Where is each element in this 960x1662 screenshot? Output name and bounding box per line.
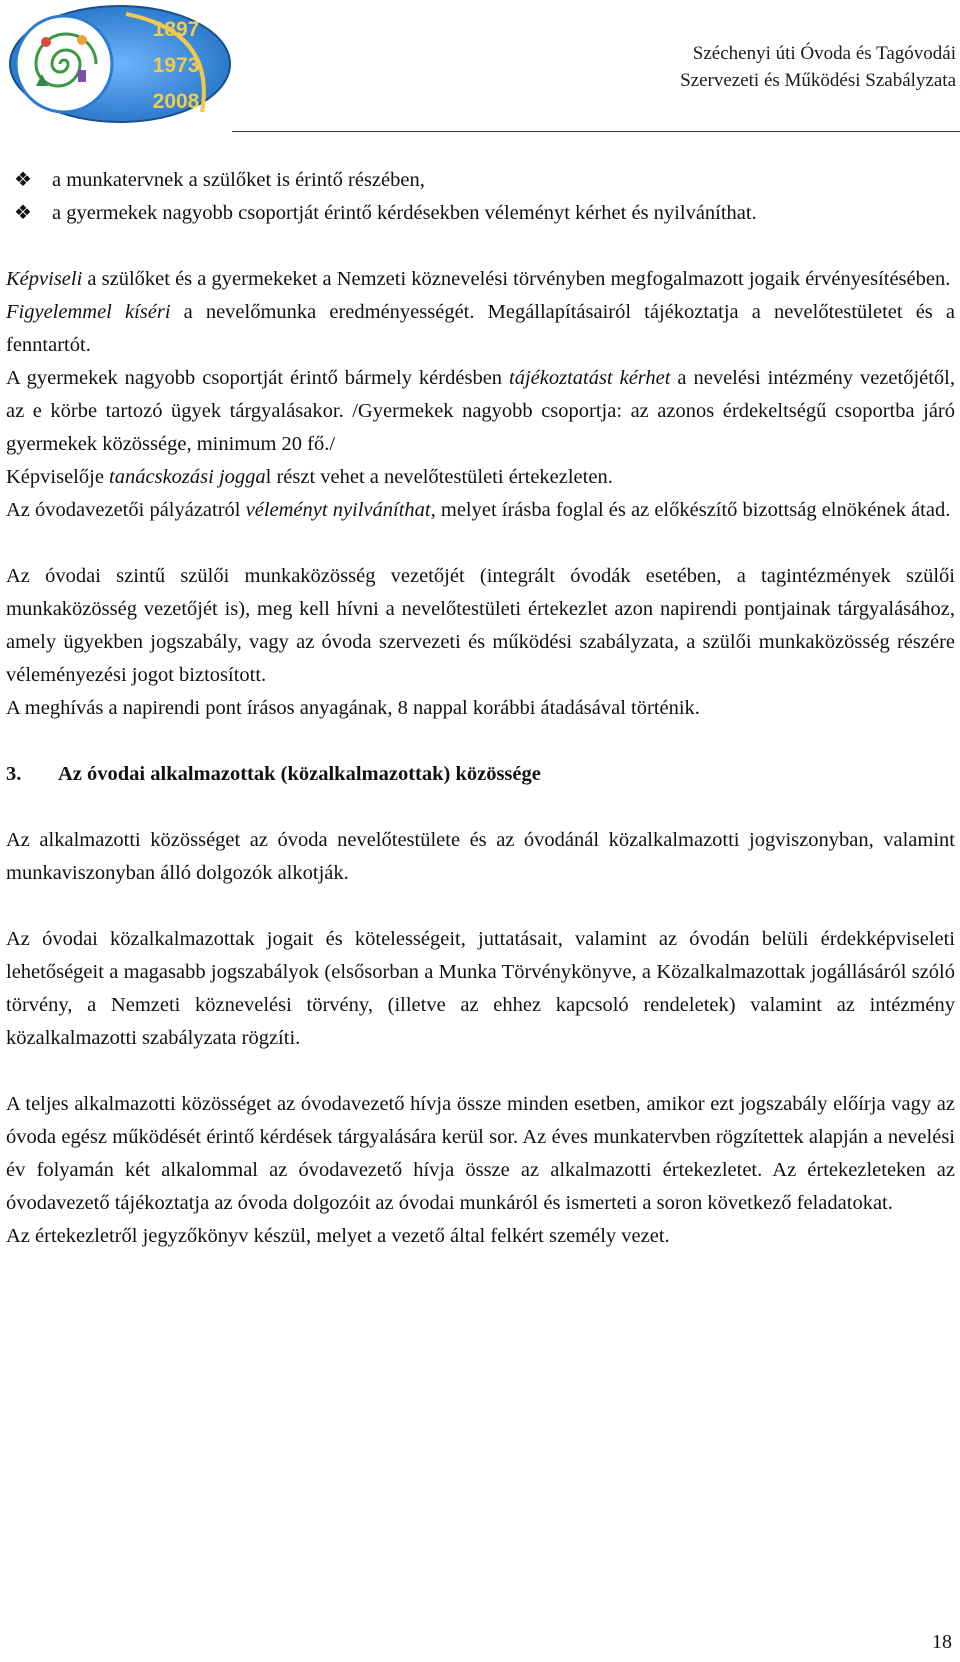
paragraph-text: a szülőket és a gyermekeket a Nemzeti köznevelési törvényben megfogalmazott jogaik érvényesítésében.: [82, 268, 951, 290]
section-number: 3.: [6, 763, 22, 785]
bullet-text: a munkatervnek a szülőket is érintő részében,: [52, 169, 425, 191]
paragraph-text: a nevelési intézmény vezetőjétől, az e körbe tartozó ügyek tárgyalásakor. /Gyermekek nagyobb csoportja: az azonos érdekeltségű csoportba járó gyermekek közössége, minimum 20 fő./: [6, 367, 956, 455]
paragraph: [6, 362, 955, 461]
emphasis: tanácskozási jogga: [109, 466, 266, 488]
paragraph-text: Az óvodavezetői pályázatról: [6, 499, 246, 521]
kindergarten-logo: [6, 2, 234, 126]
paragraph: [6, 461, 955, 494]
header-divider: [232, 131, 960, 132]
paragraph: [6, 263, 955, 296]
paragraph: [6, 494, 955, 527]
paragraph: Az értekezletről jegyzőkönyv készül, melyet a vezető által felkért személy vezet.: [6, 1225, 670, 1247]
spacer: [6, 1055, 955, 1088]
spacer: [6, 527, 955, 560]
paragraph: A teljes alkalmazotti közösséget az óvodavezető hívja össze minden esetben, amikor ezt jogszabály előírja vagy az óvoda egész működését érintő kérdések tárgyalására kerül sor. Az éves munkatervben rögzítettek alapján a nevelési év folyamán két alkalommal az óvodavezető hívja össze az alkalmazotti értekezletet. Az értekezleteken az óvodavezető tájékoztatja az óvoda dolgozóit az óvodai munkáról és ismerteti a soron következő feladatokat.: [6, 1093, 955, 1214]
header-line-2: Szervezeti és Működési Szabályzata: [680, 70, 956, 91]
paragraph: Az alkalmazotti közösséget az óvoda nevelőtestülete és az óvodánál közalkalmazotti jogviszonyban, valamint munkaviszonyban álló dolgozók alkotják.: [6, 829, 955, 884]
list-item: [6, 197, 955, 230]
paragraph: A meghívás a napirendi pont írásos anyagának, 8 nappal korábbi átadásával történik.: [6, 697, 700, 719]
bullet-text-content: a gyermekek nagyobb csoportját érintő kérdésekben véleményt kérhet és nyilváníthat.: [52, 202, 757, 224]
header-line-1: Széchenyi úti Óvoda és Tagóvodái: [692, 43, 956, 64]
page-header: [0, 0, 960, 132]
section-title: Az óvodai alkalmazottak (közalkalmazottak) közössége: [58, 763, 541, 785]
paragraph-text: melyet írásba foglal és az előkészítő bizottság elnökének átad.: [435, 499, 951, 521]
paragraph: Az óvodai közalkalmazottak jogait és kötelességeit, juttatásait, valamint az óvodán belüli érdekképviseleti lehetőségeit a magasabb jogszabályok (elsősorban a Munka Törvénykönyve, a Közalkalmazottak jogállásáról szóló törvény, a Nemzeti köznevelési törvény, (illetve az ehhez kapcsoló rendeletek) valamint az intézmény közalkalmazotti szabályzata rögzíti.: [6, 928, 955, 1049]
paragraph-text: a nevelőmunka eredményességét. Megállapításairól tájékoztatja a nevelőtestületet és a fenntartót.: [6, 301, 955, 356]
emphasis: Figyelemmel kíséri: [6, 301, 171, 323]
header-title: [680, 40, 956, 94]
paragraph-text: A gyermekek nagyobb csoportját érintő bármely kérdésben: [6, 367, 509, 389]
document-body: [6, 164, 955, 1253]
four-diamond-bullet-icon: ❖: [14, 202, 32, 224]
list-item: [6, 164, 955, 197]
page-number: 18: [932, 1631, 952, 1653]
paragraph: Az óvodai szintű szülői munkaközösség vezetőjét (integrált óvodák esetében, a tagintézmények szülői munkaközösség vezetőjét is), meg kell hívni a nevelőtestületi értekezlet azon napirendi pontjainak tárgyalásához, amely ügyekben jogszabály, vagy az óvoda szervezeti és működési szabályzata, a szülői munkaközösség részére véleményezési jogot biztosított.: [6, 565, 955, 686]
section-heading: [6, 758, 955, 791]
spacer: [6, 890, 955, 923]
emphasis: Képviseli: [6, 268, 83, 290]
paragraph-text: l részt vehet a nevelőtestületi értekezleten.: [265, 466, 613, 488]
logo-year-3: 2008: [152, 90, 200, 113]
spacer: [6, 230, 955, 263]
paragraph-text: Képviselője: [6, 466, 110, 488]
paragraph: [6, 296, 955, 362]
bullet-text: [52, 197, 955, 230]
bullet-list: [6, 164, 955, 230]
logo-year-2: 1973: [152, 54, 200, 77]
logo-year-1: 1897: [152, 18, 200, 41]
emphasis: véleményt nyilváníthat,: [245, 499, 436, 521]
spacer: [6, 791, 955, 824]
spacer: [6, 725, 955, 758]
four-diamond-bullet-icon: ❖: [14, 169, 32, 191]
emphasis: tájékoztatást kérhet: [509, 367, 671, 389]
